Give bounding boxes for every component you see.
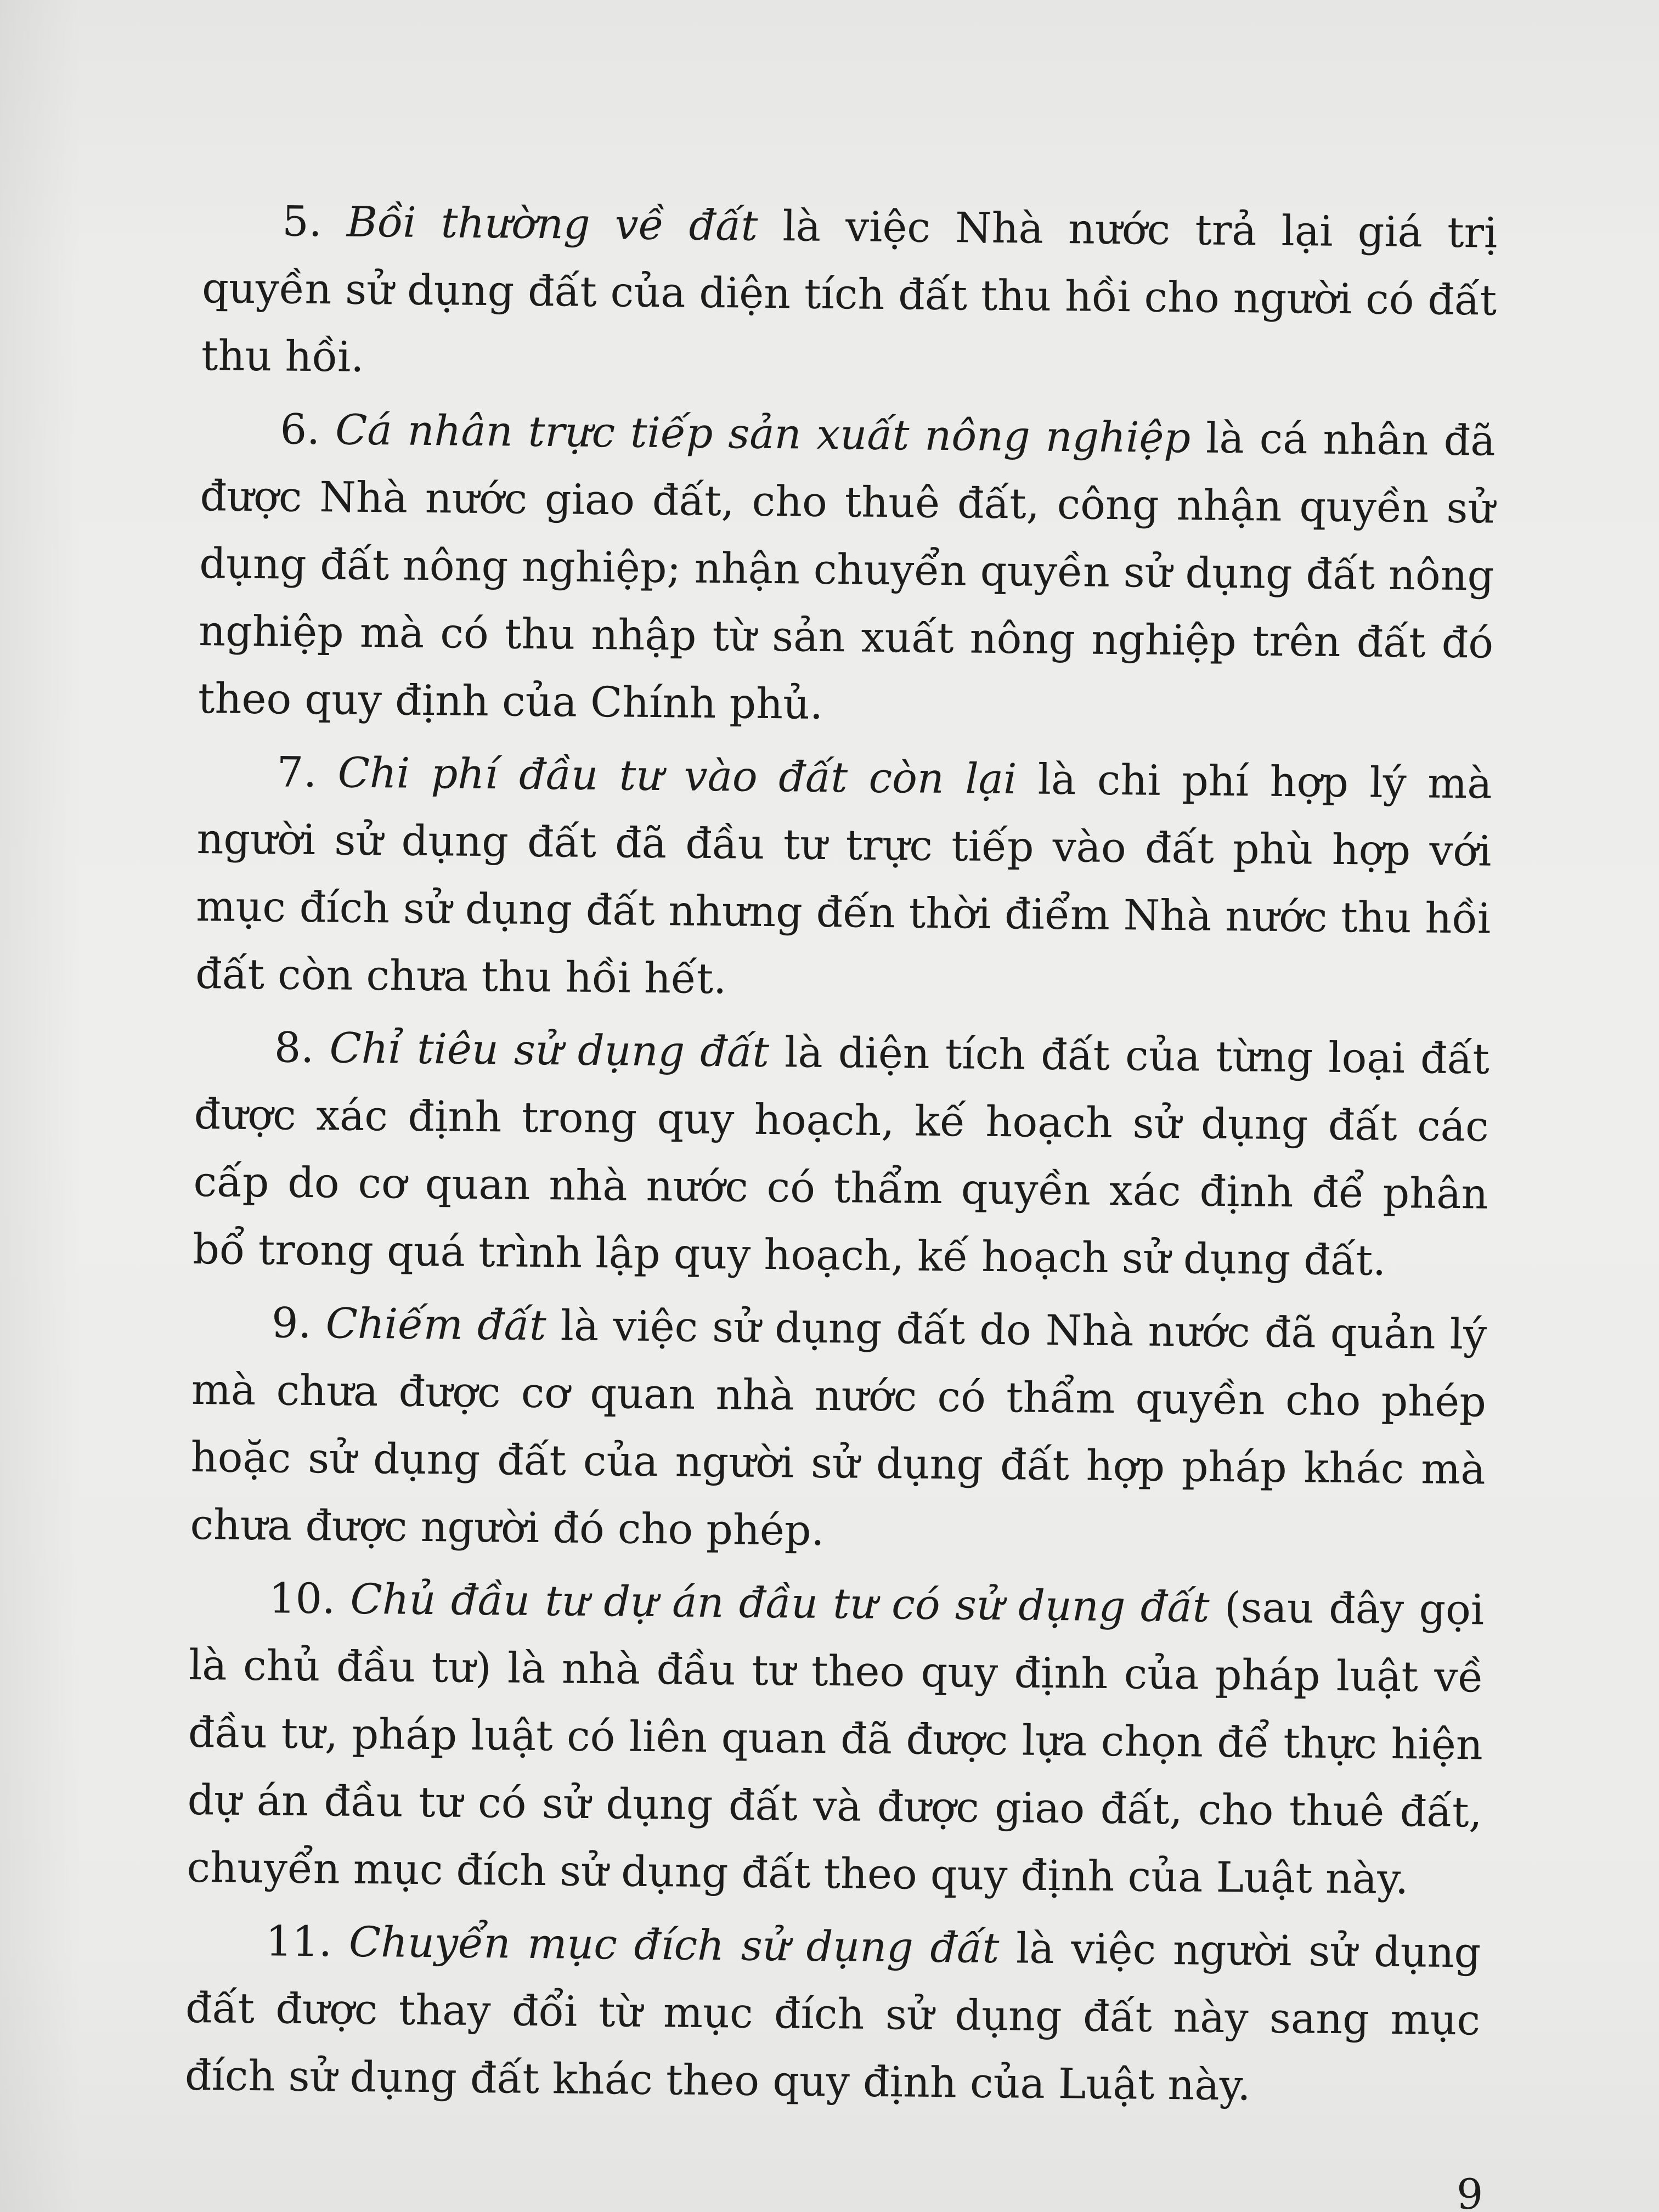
definition-text: là việc Nhà nước trả lại giá trị quyền sử dụng đất của diện tích đất thu hồi cho người có đất thu hồi. — [201, 201, 1498, 381]
definition-term: Chỉ tiêu sử dụng đất — [329, 1023, 770, 1076]
definition-term: Chuyển mục đích sử dụng đất — [348, 1917, 1000, 1973]
definition-item-9 — [190, 1288, 1487, 1571]
definition-number: 8. — [274, 1023, 314, 1073]
definition-number: 7. — [276, 747, 317, 797]
definition-term: Cá nhân trực tiếp sản xuất nông nghiệp — [335, 405, 1191, 462]
definition-item-6 — [198, 394, 1496, 744]
definition-item-11 — [184, 1906, 1481, 2121]
page-number: 9 — [1457, 2170, 1483, 2212]
definition-number: 5. — [281, 196, 323, 246]
definition-text: là việc người sử dụng đất được thay đổi từ mục đích sử dụng đất này sang mục đích sử dụng đất khác theo quy định của Luật này. — [184, 1923, 1481, 2110]
definition-item-7 — [195, 737, 1493, 1020]
definition-text: là cá nhân đã được Nhà nước giao đất, cho thuê đất, công nhận quyền sử dụng đất nông nghiệp; nhận chuyển quyền sử dụng đất nông nghiệp mà có thu nhập từ sản xuất nông nghiệp trên đất đó theo quy định của Chính phủ. — [198, 413, 1496, 729]
definition-text: là diện tích đất của từng loại đất được xác định trong quy hoạch, kế hoạch sử dụng đất các cấp do cơ quan nhà nước có thẩm quyền xác định để phân bổ trong quá trình lập quy hoạch, kế hoạch sử dụng đất. — [192, 1028, 1490, 1285]
definition-text: là việc sử dụng đất do Nhà nước đã quản lý mà chưa được cơ quan nhà nước có thẩm quyền cho phép hoặc sử dụng đất của người sử dụng đất hợp pháp khác mà chưa được người đó cho phép. — [190, 1301, 1487, 1555]
definition-text: là chi phí hợp lý mà người sử dụng đất đã đầu tư trực tiếp vào đất phù hợp với mục đích sử dụng đất nhưng đến thời điểm Nhà nước thu hồi đất còn chưa thu hồi hết. — [195, 754, 1493, 1003]
definition-number: 6. — [280, 404, 320, 454]
definition-item-5 — [201, 187, 1497, 402]
definitions-text — [184, 187, 1498, 2126]
definition-number: 10. — [268, 1573, 336, 1623]
definition-term: Chủ đầu tư dự án đầu tư có sử dụng đất — [350, 1574, 1210, 1632]
definition-term: Chi phí đầu tư vào đất còn lại — [337, 748, 1017, 804]
definition-term: Bồi thường về đất — [346, 197, 758, 250]
page-fold-shadow — [0, 0, 82, 2212]
definition-text: (sau đây gọi là chủ đầu tư) là nhà đầu tư theo quy định của pháp luật về đầu tư, pháp luật có liên quan đã được lựa chọn để thực hiện dự án đầu tư có sử dụng đất và được giao đất, cho thuê đất, chuyển mục đích sử dụng đất theo quy định của Luật này. — [187, 1582, 1485, 1904]
definition-term: Chiếm đất — [325, 1299, 547, 1350]
definition-item-10 — [187, 1564, 1485, 1914]
definition-number: 11. — [265, 1916, 332, 1966]
definition-item-8 — [193, 1013, 1490, 1295]
definition-number: 9. — [271, 1298, 312, 1347]
